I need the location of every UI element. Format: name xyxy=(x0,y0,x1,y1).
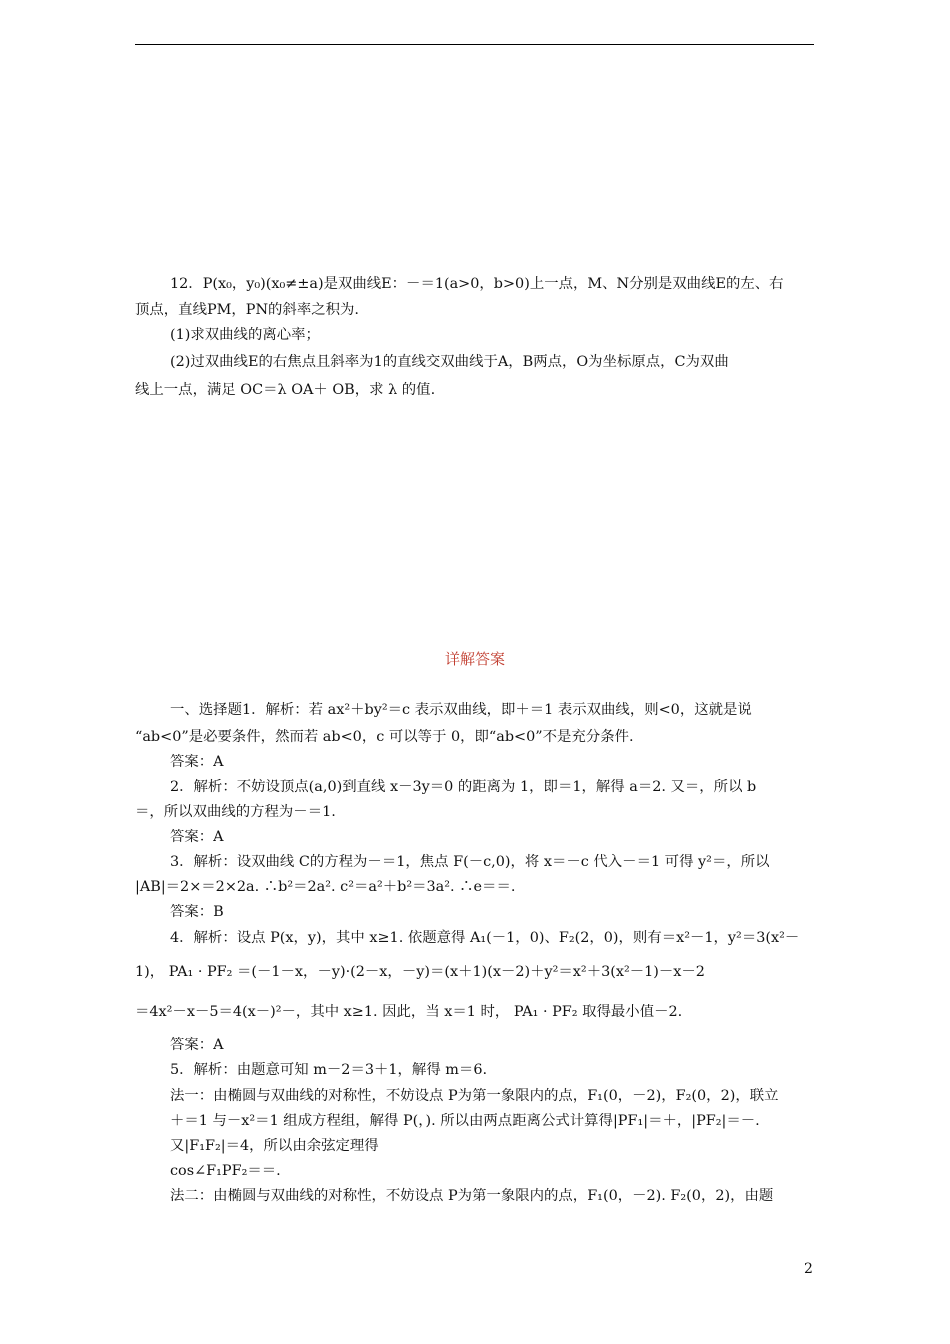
answer-line-14: 5．解析：由题意可知 m－2＝3＋1，解得 m＝6. xyxy=(170,1062,488,1078)
answer-line-16: ＋＝1 与－x²＝1 组成方程组，解得 P(，). 所以由两点距离公式计算得|PF₁|＝＋，|PF₂|＝－. xyxy=(170,1113,760,1129)
answer-line-12: ＝4x²－x－5＝4(x－)²－，其中 x≥1. 因此，当 x＝1 时， PA₁ · PF₂ 取得最小值－2. xyxy=(135,1004,683,1020)
answer-line-1: 一、选择题1．解析：若 ax²＋by²＝c 表示双曲线，即＋＝1 表示双曲线，则<0，这就是说 xyxy=(170,702,752,718)
answer-line-6: 答案：A xyxy=(170,829,224,845)
answer-line-4: 2．解析：不妨设顶点(a,0)到直线 x－3y＝0 的距离为 1，即＝1，解得 a＝2. 又＝，所以 b xyxy=(170,779,757,795)
answer-line-18: cos∠F₁PF₂＝＝. xyxy=(170,1163,281,1179)
header-rule xyxy=(135,44,814,45)
answer-line-7: 3．解析：设双曲线 C的方程为－＝1，焦点 F(－c,0)，将 x＝－c 代入－＝1 可得 y²＝，所以 xyxy=(170,854,770,870)
answer-title: 详解答案 xyxy=(444,650,505,668)
answer-line-3: 答案：A xyxy=(170,754,224,770)
answer-line-17: 又|F₁F₂|＝4，所以由余弦定理得 xyxy=(170,1138,379,1154)
answer-line-19: 法二：由椭圆与双曲线的对称性，不妨设点 P为第一象限内的点，F₁(0，－2). F₂(0，2)，由题 xyxy=(170,1188,774,1204)
problem-line-5: 线上一点，满足 OC＝λ OA＋ OB，求 λ 的值. xyxy=(135,382,436,398)
answer-line-2: “ab<0”是必要条件，然而若 ab<0，c 可以等于 0，即“ab<0”不是充分条件. xyxy=(135,729,634,745)
answer-line-15: 法一：由椭圆与双曲线的对称性，不妨设点 P为第一象限内的点，F₁(0，－2)，F₂(0，2)，联立 xyxy=(170,1088,779,1104)
answer-line-5: ＝，所以双曲线的方程为－＝1. xyxy=(135,804,336,820)
problem-line-2: 顶点，直线PM，PN的斜率之积为. xyxy=(135,302,359,318)
answer-line-10: 4．解析：设点 P(x，y)，其中 x≥1. 依题意得 A₁(－1，0)、F₂(2，0)，则有＝x²－1，y²＝3(x²－ xyxy=(170,930,800,946)
problem-line-3: (1)求双曲线的离心率； xyxy=(170,327,320,343)
answer-line-8: |AB|＝2×＝2×2a. ∴b²＝2a². c²＝a²＋b²＝3a². ∴e＝＝. xyxy=(135,879,516,895)
answer-line-13: 答案：A xyxy=(170,1037,224,1053)
page-number: 2 xyxy=(804,1261,813,1277)
answer-line-9: 答案：B xyxy=(170,904,224,920)
problem-line-4: (2)过双曲线E的右焦点且斜率为1的直线交双曲线于A，B两点，O为坐标原点，C为双曲 xyxy=(170,354,729,370)
problem-line-1: 12．P(x₀，y₀)(x₀≠±a)是双曲线E：－＝1(a>0，b>0)上一点，M、N分别是双曲线E的左、右 xyxy=(170,276,784,292)
answer-line-11: 1)， PA₁ · PF₂ ＝(－1－x，－y)·(2－x，－y)＝(x＋1)(x－2)＋y²＝x²＋3(x²－1)－x－2 xyxy=(135,964,705,980)
